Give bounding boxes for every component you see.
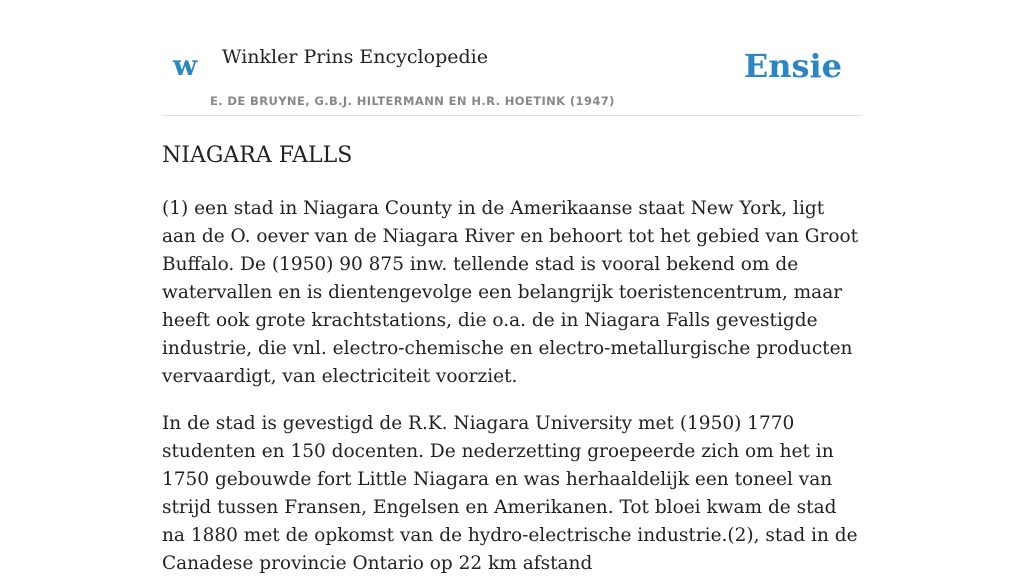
publication-title[interactable]: Winkler Prins Encyclopedie [222, 46, 488, 68]
brand-logo[interactable]: Ensie [743, 47, 842, 85]
page [162, 0, 862, 578]
article-paragraph-2: In de stad is gevestigd de R.K. Niagara University met (1950) 1770 studenten en 150 docenten. De nederzetting groepeerde zich om het in 1750 gebouwde fort Little Niagara en was herhaaldelijk een toneel van strijd tussen Fransen, Engelsen en Amerikanen. Tot bloei kwam de stad na 1880 met de opkomst van de hydro-electrische industrie.(2), stad in de Canadese provincie Ontario op 22 km afstand [162, 412, 858, 574]
header [162, 0, 862, 116]
publication-authors: E. DE BRUYNE, G.B.J. HILTERMANN EN H.R. HOETINK (1947) [210, 94, 615, 108]
article-paragraph-1: (1) een stad in Niagara County in de Amerikaanse staat New York, ligt aan de O. oever van de Niagara River en behoort tot het gebied van Groot Buffalo. De (1950) 90 875 inw. tellende stad is vooral bekend om de watervallen en is dientengevolge een belangrijk toeristencentrum, maar heeft ook grote krachtstations, die o.a. de in Niagara Falls gevestigde industrie, die vnl. electro-chemische en electro-metallurgische producten vervaardigt, van electriciteit voorziet. [162, 197, 859, 387]
article-title: NIAGARA FALLS [162, 143, 353, 168]
logo-w-icon[interactable]: w [173, 49, 198, 82]
